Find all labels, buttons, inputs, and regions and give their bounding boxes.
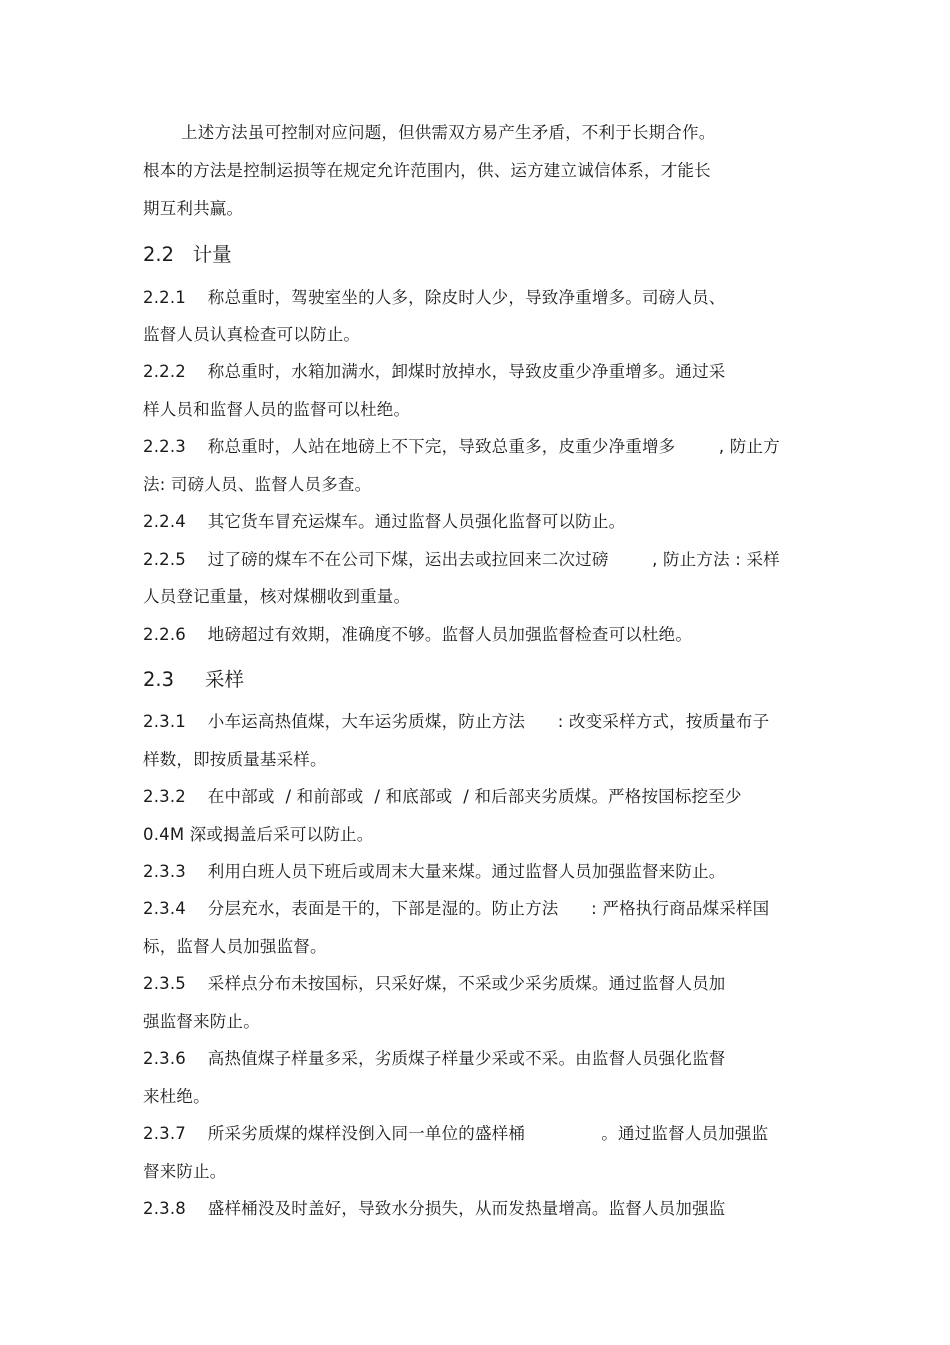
item-2-3-8-line-1: 2.3.8 盛样桶没及时盖好，导致水分损失，从而发热量增高。监督人员加强监 <box>143 1199 726 1218</box>
item-2-3-2-line-1: 2.3.2 在中部或 / 和前部或 / 和底部或 / 和后部夹劣质煤。严格按国标挖至少 <box>143 787 742 806</box>
item-2-2-3-line-2: 法: 司磅人员、监督人员多查。 <box>143 475 372 494</box>
item-2-2-4-line-1: 2.2.4 其它货车冒充运煤车。通过监督人员强化监督可以防止。 <box>143 512 626 531</box>
item-2-2-2-line-2: 样人员和监督人员的监督可以杜绝。 <box>143 400 411 419</box>
intro-line-3: 期互利共赢。 <box>143 199 244 218</box>
item-2-2-2-line-1: 2.2.2 称总重时，水箱加满水，卸煤时放掉水，导致皮重少净重增多。通过采 <box>143 362 726 381</box>
item-2-2-6-line-1: 2.2.6 地磅超过有效期，准确度不够。监督人员加强监督检查可以杜绝。 <box>143 625 693 644</box>
item-2-3-2-line-2: 0.4M 深或揭盖后采可以防止。 <box>143 825 374 844</box>
item-2-2-1-line-2: 监督人员认真检查可以防止。 <box>143 325 361 344</box>
section-heading-2-2: 2.2 计量 <box>143 243 232 266</box>
item-2-3-3-line-1: 2.3.3 利用白班人员下班后或周末大量来煤。通过监督人员加强监督来防止。 <box>143 862 726 881</box>
item-2-2-3-line-1: 2.2.3 称总重时，人站在地磅上不下完，导致总重多，皮重少净重增多 , 防止方 <box>143 437 780 456</box>
item-2-3-6-line-1: 2.3.6 高热值煤子样量多采，劣质煤子样量少采或不采。由监督人员强化监督 <box>143 1049 726 1068</box>
item-2-2-5-line-1: 2.2.5 过了磅的煤车不在公司下煤，运出去或拉回来二次过磅 , 防止方法 : 采样 <box>143 550 780 569</box>
item-2-3-4-line-2: 标，监督人员加强监督。 <box>143 937 327 956</box>
item-2-3-5-line-2: 强监督来防止。 <box>143 1012 260 1031</box>
item-2-3-4-line-1: 2.3.4 分层充水，表面是干的，下部是湿的。防止方法 : 严格执行商品煤采样国 <box>143 899 770 918</box>
item-2-3-5-line-1: 2.3.5 采样点分布未按国标，只采好煤，不采或少采劣质煤。通过监督人员加 <box>143 974 726 993</box>
intro-line-2: 根本的方法是控制运损等在规定允许范围内，供、运方建立诚信体系，才能长 <box>143 161 711 180</box>
item-2-2-5-line-2: 人员登记重量，核对煤棚收到重量。 <box>143 587 411 606</box>
item-2-3-1-line-1: 2.3.1 小车运高热值煤，大车运劣质煤，防止方法 : 改变采样方式，按质量布子 <box>143 712 770 731</box>
item-2-3-7-line-2: 督来防止。 <box>143 1162 227 1181</box>
item-2-2-1-line-1: 2.2.1 称总重时，驾驶室坐的人多，除皮时人少，导致净重增多。司磅人员、 <box>143 288 726 307</box>
section-heading-2-3: 2.3 采样 <box>143 668 245 691</box>
item-2-3-6-line-2: 来杜绝。 <box>143 1087 210 1106</box>
item-2-3-7-line-1: 2.3.7 所采劣质煤的煤样没倒入同一单位的盛样桶 。通过监督人员加强监 <box>143 1124 769 1143</box>
intro-line-1: 上述方法虽可控制对应问题，但供需双方易产生矛盾，不利于长期合作。 <box>181 123 716 142</box>
item-2-3-1-line-2: 样数，即按质量基采样。 <box>143 750 327 769</box>
